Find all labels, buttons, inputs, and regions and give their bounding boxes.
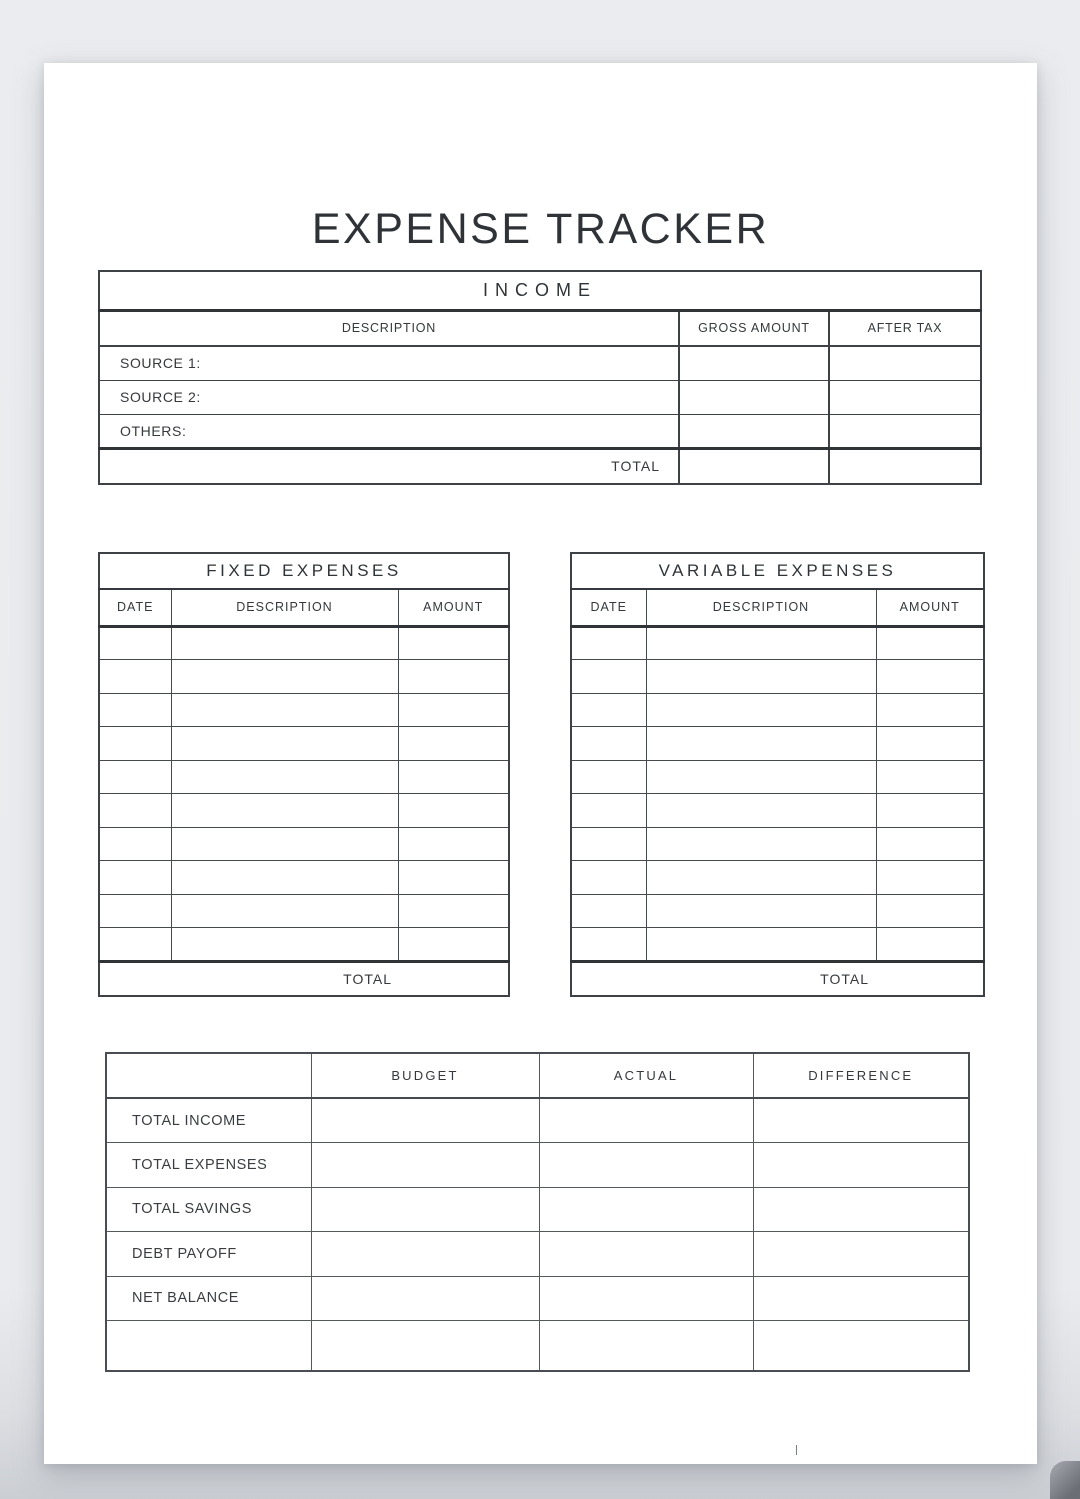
summary-row-total-expenses: [106, 1143, 969, 1188]
expense-row: [571, 626, 984, 660]
income-row-others: [99, 414, 981, 448]
entry-cell: [539, 1276, 753, 1321]
entry-cell: [398, 794, 509, 828]
entry-cell: [829, 448, 981, 484]
entry-cell: [753, 1143, 969, 1188]
entry-cell: [106, 1321, 311, 1371]
entry-cell: [679, 346, 829, 380]
variable-expenses-title-row: [571, 553, 984, 589]
entry-cell: [571, 827, 646, 861]
expense-row: [571, 794, 984, 828]
entry-cell: [646, 693, 876, 727]
variable-col-amount: AMOUNT: [876, 589, 984, 626]
entry-cell: [829, 346, 981, 380]
entry-cell: [646, 894, 876, 928]
expense-row: [99, 894, 509, 928]
fixed-expenses-table: [98, 552, 510, 997]
summary-row-label: TOTAL INCOME: [106, 1098, 311, 1143]
income-total-label: TOTAL: [99, 448, 679, 484]
income-row-label: SOURCE 2:: [99, 380, 679, 414]
entry-cell: [539, 1187, 753, 1232]
summary-table: [105, 1052, 970, 1372]
entry-cell: [99, 827, 171, 861]
entry-cell: [876, 894, 984, 928]
entry-cell: [398, 727, 509, 761]
variable-expenses-total-label: TOTAL: [571, 961, 984, 996]
entry-cell: [311, 1098, 539, 1143]
income-col-after-tax: AFTER TAX: [829, 310, 981, 346]
entry-cell: [753, 1321, 969, 1371]
entry-cell: [829, 414, 981, 448]
entry-cell: [539, 1143, 753, 1188]
entry-cell: [646, 760, 876, 794]
entry-cell: [646, 660, 876, 694]
entry-cell: [398, 693, 509, 727]
entry-cell: [646, 827, 876, 861]
entry-cell: [398, 827, 509, 861]
expense-row: [99, 660, 509, 694]
entry-cell: [571, 928, 646, 962]
surface-corner: [1050, 1461, 1080, 1499]
entry-cell: [571, 794, 646, 828]
expense-row: [571, 894, 984, 928]
entry-cell: [398, 928, 509, 962]
entry-cell: [753, 1232, 969, 1277]
income-row-label: SOURCE 1:: [99, 346, 679, 380]
summary-row-label: DEBT PAYOFF: [106, 1232, 311, 1277]
expense-row: [99, 861, 509, 895]
income-title-row: [99, 271, 981, 310]
entry-cell: [571, 727, 646, 761]
variable-col-date: DATE: [571, 589, 646, 626]
expense-row: [571, 727, 984, 761]
summary-row-total-savings: [106, 1187, 969, 1232]
expense-row: [571, 693, 984, 727]
entry-cell: [876, 827, 984, 861]
expense-row: [571, 827, 984, 861]
entry-cell: [171, 727, 398, 761]
entry-cell: [646, 727, 876, 761]
entry-cell: [876, 760, 984, 794]
entry-cell: [679, 380, 829, 414]
entry-cell: [876, 861, 984, 895]
summary-row-label: TOTAL EXPENSES: [106, 1143, 311, 1188]
summary-col-difference: DIFFERENCE: [753, 1053, 969, 1098]
entry-cell: [99, 760, 171, 794]
entry-cell: [876, 794, 984, 828]
expense-row: [571, 760, 984, 794]
entry-cell: [646, 861, 876, 895]
entry-cell: [876, 727, 984, 761]
expense-row: [99, 928, 509, 962]
entry-cell: [571, 660, 646, 694]
entry-cell: [99, 727, 171, 761]
fixed-expenses-section-title: FIXED EXPENSES: [99, 553, 509, 589]
summary-empty-row: [106, 1321, 969, 1371]
entry-cell: [311, 1321, 539, 1371]
entry-cell: [171, 626, 398, 660]
income-row-label: OTHERS:: [99, 414, 679, 448]
entry-cell: [311, 1143, 539, 1188]
summary-header-row: [106, 1053, 969, 1098]
entry-cell: [539, 1098, 753, 1143]
entry-cell: [171, 894, 398, 928]
entry-cell: [876, 660, 984, 694]
fixed-expenses-total-label: TOTAL: [99, 961, 509, 996]
income-table: [98, 270, 982, 485]
summary-row-label: TOTAL SAVINGS: [106, 1187, 311, 1232]
expense-row: [99, 693, 509, 727]
expense-row: [571, 928, 984, 962]
fixed-expenses-header-row: [99, 589, 509, 626]
entry-cell: [753, 1187, 969, 1232]
fixed-col-description: DESCRIPTION: [171, 589, 398, 626]
entry-cell: [753, 1276, 969, 1321]
expense-row: [99, 794, 509, 828]
entry-cell: [646, 626, 876, 660]
entry-cell: [829, 380, 981, 414]
income-row-source1: [99, 346, 981, 380]
summary-row-debt-payoff: [106, 1232, 969, 1277]
income-row-source2: [99, 380, 981, 414]
entry-cell: [398, 660, 509, 694]
entry-cell: [876, 626, 984, 660]
entry-cell: [679, 414, 829, 448]
summary-row-total-income: [106, 1098, 969, 1143]
fixed-col-date: DATE: [99, 589, 171, 626]
entry-cell: [876, 693, 984, 727]
expense-row: [571, 660, 984, 694]
summary-row-net-balance: [106, 1276, 969, 1321]
entry-cell: [398, 760, 509, 794]
expense-row: [99, 727, 509, 761]
entry-cell: [571, 760, 646, 794]
variable-col-description: DESCRIPTION: [646, 589, 876, 626]
entry-cell: [679, 448, 829, 484]
entry-cell: [753, 1098, 969, 1143]
entry-cell: [99, 894, 171, 928]
entry-cell: [171, 794, 398, 828]
page-title: EXPENSE TRACKER: [311, 205, 770, 253]
entry-cell: [646, 928, 876, 962]
entry-cell: [99, 693, 171, 727]
entry-cell: [171, 660, 398, 694]
entry-cell: [171, 928, 398, 962]
entry-cell: [876, 928, 984, 962]
summary-col-budget: BUDGET: [311, 1053, 539, 1098]
fixed-expenses-total-row: [99, 961, 509, 996]
income-total-row: [99, 448, 981, 484]
page-sheet: [44, 63, 1037, 1464]
entry-cell: [539, 1321, 753, 1371]
entry-cell: [311, 1232, 539, 1277]
entry-cell: [539, 1232, 753, 1277]
entry-cell: [99, 861, 171, 895]
entry-cell: [571, 626, 646, 660]
variable-expenses-table: [570, 552, 985, 997]
expense-row: [571, 861, 984, 895]
stray-line-artifact: [796, 1445, 797, 1455]
entry-cell: [571, 894, 646, 928]
entry-cell: [311, 1276, 539, 1321]
entry-cell: [398, 626, 509, 660]
income-col-gross-amount: GROSS AMOUNT: [679, 310, 829, 346]
entry-cell: [99, 660, 171, 694]
income-header-row: [99, 310, 981, 346]
fixed-col-amount: AMOUNT: [398, 589, 509, 626]
entry-cell: [646, 794, 876, 828]
summary-col-actual: ACTUAL: [539, 1053, 753, 1098]
expense-row: [99, 626, 509, 660]
expense-row: [99, 827, 509, 861]
entry-cell: [571, 861, 646, 895]
variable-expenses-header-row: [571, 589, 984, 626]
entry-cell: [311, 1187, 539, 1232]
entry-cell: [398, 861, 509, 895]
entry-cell: [99, 626, 171, 660]
variable-expenses-section-title: VARIABLE EXPENSES: [571, 553, 984, 589]
entry-cell: [398, 894, 509, 928]
summary-row-label: NET BALANCE: [106, 1276, 311, 1321]
entry-cell: [171, 827, 398, 861]
income-col-description: DESCRIPTION: [99, 310, 679, 346]
summary-col-blank: [106, 1053, 311, 1098]
entry-cell: [571, 693, 646, 727]
fixed-expenses-title-row: [99, 553, 509, 589]
entry-cell: [99, 794, 171, 828]
entry-cell: [171, 760, 398, 794]
variable-expenses-total-row: [571, 961, 984, 996]
income-section-title: INCOME: [99, 271, 981, 310]
entry-cell: [171, 861, 398, 895]
expense-row: [99, 760, 509, 794]
entry-cell: [99, 928, 171, 962]
entry-cell: [171, 693, 398, 727]
